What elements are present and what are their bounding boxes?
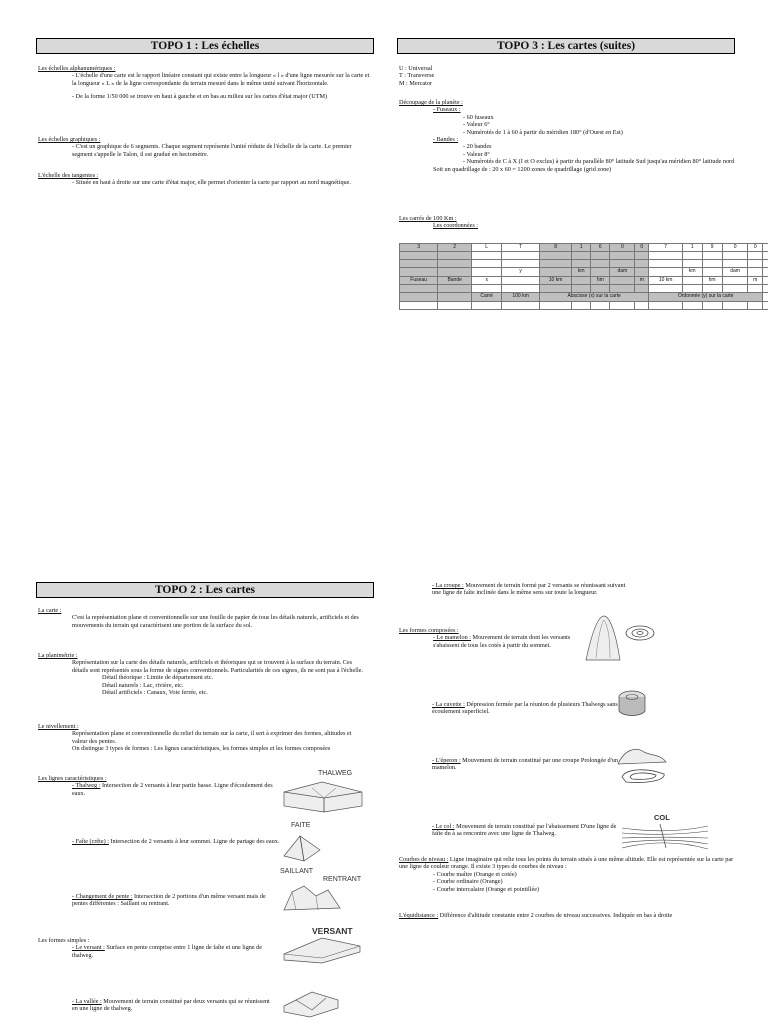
grid-label-x: x <box>472 276 502 284</box>
changement-pente-illustration <box>282 880 342 914</box>
courbes-1: - Courbe maître (Orange et cotée) <box>433 870 517 878</box>
faite-term: - Faîte (crête) : <box>72 838 109 845</box>
grid-cell: 0 <box>722 244 748 252</box>
col-section <box>432 823 622 838</box>
col-def: Mouvement de terrain constitué par l'abaissement D'une ligne de faîte du à sa rencontre avec une ligne de Thalweg. <box>432 823 617 838</box>
topo3-bandes-1: - 20 bandes <box>463 143 492 151</box>
topo1-graph-section <box>38 136 372 158</box>
topo1-alpha-heading: Les échelles alphanumériques : <box>38 65 116 72</box>
grid-cell: 0 <box>610 244 635 252</box>
grid-cell: T <box>502 244 540 252</box>
cuvette-section <box>432 701 622 716</box>
topo2-vallee <box>72 998 272 1013</box>
cuvette-def: Dépression fermée par la réunion de plusieurs Thalwegs sans écoulement superficiel. <box>432 701 618 716</box>
mamelon-illustration <box>582 612 622 662</box>
grid-label-100km: 100 km <box>502 293 540 301</box>
grid-label-dam: dam <box>610 268 635 276</box>
topo1-tangent-heading: L'échelle des tangentes : <box>38 172 99 179</box>
grid-label-y: y <box>502 268 540 276</box>
eperon-contour-icon <box>618 766 668 788</box>
mamelon-term: - Le mamelon : <box>433 634 471 642</box>
topo2-title: TOPO 2 : Les cartes <box>36 582 374 598</box>
versant-def: Surface en pente comprise entre 1 ligne de faîte et une ligne de thalweg. <box>72 944 263 959</box>
topo2-nivel-p2: On distingue 3 types de formes : Les lignes caractéristiques, les formes simples et les formes composées <box>72 745 331 753</box>
courbes-section <box>399 856 739 893</box>
faite-def: Intersection de 2 versants à leur sommet. Ligne de partage des eaux. <box>108 838 280 845</box>
grid-label-hm: hm <box>591 276 610 284</box>
topo3-t: T : Transverse <box>399 72 435 80</box>
topo1-alpha-section <box>38 65 372 101</box>
grid-label-abscisse: Abscisse (x) sur la carte <box>539 293 648 301</box>
topo3-decoupage <box>399 99 739 173</box>
eperon-section <box>432 757 632 772</box>
topo3-carres <box>399 215 739 230</box>
courbes-2: - Courbe ordinaire (Orange) <box>433 878 503 886</box>
topo3-u: U : Universal <box>399 65 433 72</box>
grid-cell <box>763 244 768 252</box>
cuvette-illustration <box>617 689 647 719</box>
topo2-versant <box>38 944 278 959</box>
courbes-heading: Courbes de niveau : <box>399 856 449 863</box>
courbes-text <box>399 856 739 871</box>
col-illustration <box>620 822 710 850</box>
fig-rentrant-label: RENTRANT <box>323 876 362 883</box>
grid-label-m: m <box>635 276 649 284</box>
vallee-term: - La vallée : <box>72 998 102 1005</box>
grid-row-units-1 <box>400 268 768 276</box>
topo2-nivel-p: Représentation plane et conventionnelle du relief du terrain sur la carte, il sert à exprimer des formes, altitudes et valeur des pentes. <box>72 730 352 745</box>
topo2-faite <box>72 838 282 845</box>
eperon-def: Mouvement de terrain constitué par une croupe Prolongée d'un mamelon. <box>432 757 618 772</box>
grid-label-fuseau: Fuseau <box>400 276 438 284</box>
topo2-carte-p: C'est la représentation plane et conventionnelle sur une feuille de papier de tous les détails naturels, artificiels et des mouvements du terrain qui caractérisent une portion de la surface du sol. <box>72 614 359 629</box>
topo1-tangent-section <box>38 172 372 187</box>
grid-row-captions <box>400 293 768 301</box>
vallee-def: Mouvement de terrain constitué par deux versants qui se réunissent en une ligne de thalweg. <box>72 998 270 1013</box>
topo2-lignes-heading: Les lignes caractéristiques : <box>38 775 107 782</box>
mamelon-contour-icon <box>624 624 658 642</box>
topo3-utm <box>399 65 739 87</box>
topo2-simples-heading: Les formes simples : <box>38 937 90 944</box>
topo2-plani-section <box>38 652 368 696</box>
grid-label-dam-2: dam <box>722 268 748 276</box>
topo1-alpha-p1: - L'échelle d'une carte est le rapport linéaire constant qui existe entre la longueur « l » d'une ligne mesurée sur la carte et la longueur « L » de la ligne correspondante du terrain mesuré dans le même unité suivant l'horizontale. <box>72 72 370 87</box>
topo2-plani-heading: La planimétrie : <box>38 652 78 659</box>
topo3-bandes-3: - Numérotés de C à X (I et O exclus) à partir du parallèle 80° latitude Sud jusqu'au méridien 80° latitude nord <box>463 158 735 166</box>
eperon-term: - L'éperon : <box>432 757 461 764</box>
mamelon-def: Mouvement de terrain dont les versants s'abaissent de tous les cotés à partir du sommet. <box>433 634 571 649</box>
grid-cell: 9 <box>702 244 722 252</box>
topo2-nivel-section <box>38 723 368 753</box>
equidistance-section <box>399 912 739 919</box>
grid-cell: 3 <box>400 244 438 252</box>
composees-heading: Les formes composées : <box>399 627 459 634</box>
grid-label-km-2: km <box>682 268 702 276</box>
courbes-p: Ligne imaginaire qui relie tous les points du terrain situés à une même altitude. Elle est représentée sur la carte par une ligne de couleur orange. Il existe 3 types de courbes de niveau : <box>399 856 734 871</box>
topo3-decoupage-heading: Découpage de la planète : <box>399 99 463 106</box>
eperon-illustration <box>616 744 668 766</box>
topo3-carres-heading: Les carrés de 100 Km : <box>399 215 457 222</box>
versant-illustration <box>282 936 362 964</box>
topo2-plani-3: Détail artificiels : Canaux, Voie ferrée, etc. <box>102 689 208 697</box>
fig-versant-label: VERSANT <box>312 926 353 936</box>
topo1-tangent-p1: - Située en haut à droite sur une carte d'état major, elle permet d'orienter la carte par rapport au nord magnétique. <box>72 179 351 187</box>
grid-cell: 2 <box>438 244 472 252</box>
grid-cell: 0 <box>748 244 763 252</box>
topo2-simples-section <box>38 937 278 959</box>
croupe-section <box>432 582 632 597</box>
grid-label-hm-2: hm <box>702 276 722 284</box>
topo3-fuseaux-2: - Valeur 6° <box>463 121 490 129</box>
topo2-carte-heading: La carte : <box>38 607 62 614</box>
fig-col-label: COL <box>654 813 670 822</box>
croupe-def: Mouvement de terrain formé par 2 versants se réunissant suivant une ligne de faîte inclinée dans le même sens sur toute la longueur. <box>432 582 626 597</box>
grid-cell: 7 <box>649 244 683 252</box>
grid-row-digits <box>400 244 768 252</box>
versant-term: - Le versant : <box>72 944 105 952</box>
topo2-plani-1: Détail théorique : Limite de département etc. <box>102 674 214 682</box>
grid-cell: 1 <box>572 244 591 252</box>
grid-label-carre: Carré <box>472 293 502 301</box>
grid-label-10km-2: 10 km <box>649 276 683 284</box>
fig-faite-label: FAITE <box>291 822 311 829</box>
topo1-graph-p1: - C'est un graphique de 6 segments. Chaque segment représente l'unité réduite de l'échelle de la carte. Le premier segment s'appelle le Talon, il est gradué en hectomètre. <box>72 143 352 158</box>
changement-term: - Changement de pente : <box>72 893 133 900</box>
grid-label-km: km <box>572 268 591 276</box>
topo3-title: TOPO 3 : Les cartes (suites) <box>397 38 735 54</box>
thalweg-term: - Thalweg : <box>72 782 101 790</box>
topo2-plani-2: Détail naturels : Lac, rivière, etc. <box>102 681 184 689</box>
topo3-fuseaux-3: - Numérotés de 1 à 60 à partir du méridien 180° (d'Ouest en Est) <box>463 128 623 136</box>
changement-def: Intersection de 2 portions d'un même versant mais de pentes différentes : Saillant ou rentrant. <box>72 893 266 908</box>
fig-saillant-label: SAILLANT <box>280 868 314 875</box>
grid-cell: 1 <box>682 244 702 252</box>
grid-cell: 6 <box>591 244 610 252</box>
topo3-fuseaux-1: - 60 fuseaux <box>463 113 494 121</box>
topo3-coord-heading: Les coordonnées : <box>433 222 479 230</box>
topo2-lignes-section <box>38 775 278 797</box>
croupe-term: - La croupe : <box>432 582 464 589</box>
mamelon <box>399 634 589 649</box>
topo1-graph-heading: Les échelles graphiques : <box>38 136 101 143</box>
vallee-illustration <box>282 990 340 1018</box>
topo3-fuseaux-heading: - Fuseaux : <box>433 106 461 114</box>
equidistance-p: Différence d'altitude constante entre 2 courbes de niveau successives. Indiquée en bas à droite <box>438 912 673 919</box>
grid-label-10km: 10 km <box>539 276 571 284</box>
cuvette-term: - La cuvette : <box>432 701 465 708</box>
col-term: - Le col : <box>432 823 455 830</box>
grid-cell: 0 <box>635 244 649 252</box>
coordinates-grid <box>399 243 768 310</box>
grid-label-bande: Bande <box>438 276 472 284</box>
topo3-quadrillage: Soit un quadrillage de : 20 x 60 = 1200 zones de quadrillage (grid zone) <box>433 165 612 173</box>
grid-label-m-2: m <box>748 276 763 284</box>
topo2-nivel-heading: Le nivellement : <box>38 723 79 730</box>
courbes-3: - Courbe intercalaire (Orange et pointillée) <box>433 885 539 893</box>
grid-label-ordonnee: Ordonnée (y) sur la carte <box>649 293 763 301</box>
topo2-thalweg <box>38 782 278 797</box>
thalweg-illustration <box>282 778 364 814</box>
topo2-carte-section <box>38 607 368 629</box>
topo3-bandes-heading: - Bandes : <box>433 136 459 144</box>
fig-thalweg-label: THALWEG <box>318 770 353 777</box>
topo1-alpha-p2: - De la forme 1/50 000 se trouve en haut à gauche et en bas au milieu sur les cartes d'état major (UTM) <box>72 93 328 101</box>
grid-cell: 8 <box>539 244 571 252</box>
composees-section <box>399 627 589 649</box>
thalweg-def: Intersection de 2 versants à leur partie basse. Ligne d'écoulement des eaux. <box>72 782 273 797</box>
topo2-changement <box>72 893 282 908</box>
grid-cell: L <box>472 244 502 252</box>
faite-illustration <box>282 832 322 862</box>
topo2-plani-p: Représentation sur la carte des détails naturels, artificiels et théoriques qui se trouvent à la surface du terrain. Ces détails sont représentés sous la forme de signes conventionnels. Particularités de ces signes, ils ne sont pas à l'échelle. <box>72 659 363 674</box>
topo3-bandes-2: - Valeur 8° <box>463 150 490 158</box>
topo3-m: M : Mercator <box>399 79 432 87</box>
equidistance-heading: L'équidistance : <box>399 912 439 919</box>
grid-row-units-2 <box>400 276 768 284</box>
topo1-title: TOPO 1 : Les échelles <box>36 38 374 54</box>
